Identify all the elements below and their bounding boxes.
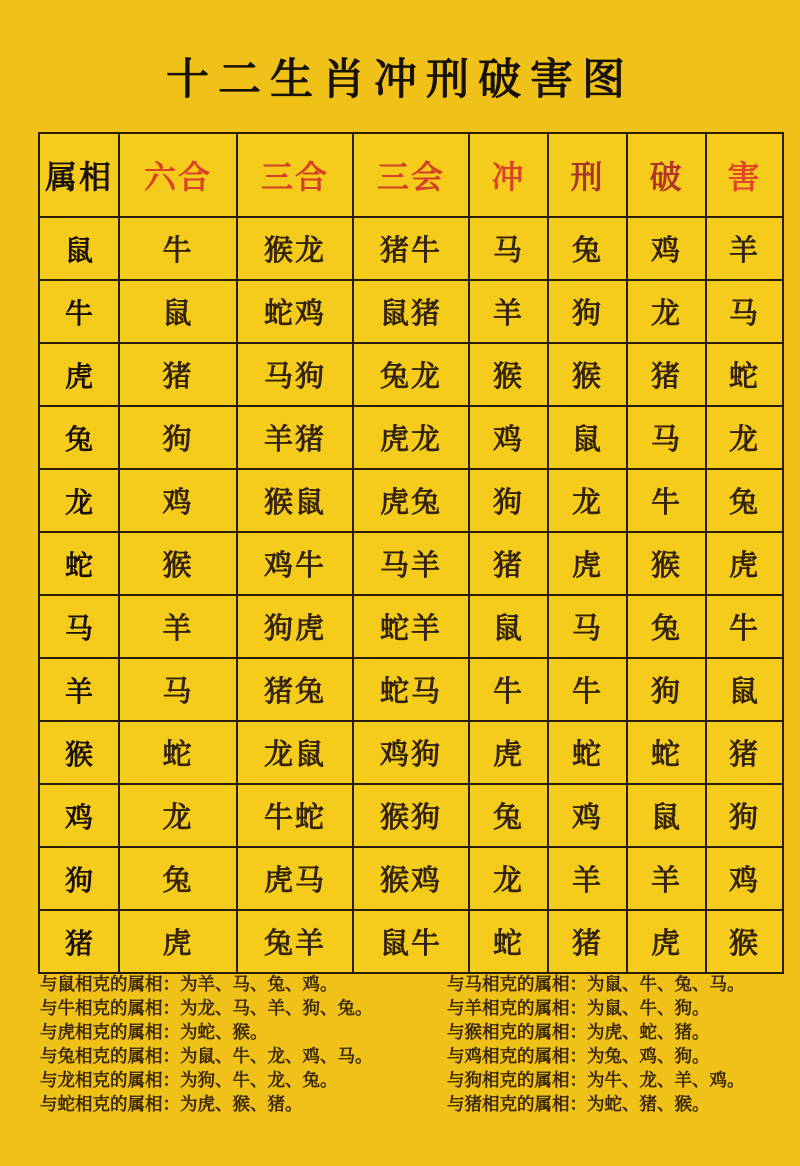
zodiac-cell: 蛇 <box>469 910 548 973</box>
zodiac-cell: 虎龙 <box>353 406 469 469</box>
header-cell-2: 三合 <box>237 133 353 217</box>
zodiac-cell: 羊猪 <box>237 406 353 469</box>
zodiac-cell: 鸡 <box>706 847 783 910</box>
header-cell-0: 属相 <box>39 133 119 217</box>
zodiac-table-body <box>39 217 783 973</box>
note-line: 与马相克的属相：为鼠、牛、兔、马。 <box>447 974 745 994</box>
zodiac-cell: 牛蛇 <box>237 784 353 847</box>
zodiac-sign-cell: 蛇 <box>39 532 119 595</box>
zodiac-row-羊 <box>39 658 783 721</box>
zodiac-cell: 兔羊 <box>237 910 353 973</box>
zodiac-cell: 马 <box>627 406 706 469</box>
zodiac-sign-cell: 鸡 <box>39 784 119 847</box>
zodiac-sign-cell: 龙 <box>39 469 119 532</box>
zodiac-table <box>38 132 784 974</box>
zodiac-row-猴 <box>39 721 783 784</box>
zodiac-cell: 虎兔 <box>353 469 469 532</box>
zodiac-cell: 猴 <box>119 532 237 595</box>
zodiac-sign-cell: 羊 <box>39 658 119 721</box>
zodiac-cell: 猪牛 <box>353 217 469 280</box>
zodiac-cell: 马狗 <box>237 343 353 406</box>
note-line: 与蛇相克的属相：为虎、猴、猪。 <box>40 1094 303 1114</box>
notes-right <box>447 972 745 1116</box>
zodiac-cell: 鼠猪 <box>353 280 469 343</box>
zodiac-cell: 龙 <box>548 469 627 532</box>
zodiac-cell: 鼠 <box>627 784 706 847</box>
zodiac-cell: 马羊 <box>353 532 469 595</box>
zodiac-cell: 狗 <box>548 280 627 343</box>
header-cell-4: 冲 <box>469 133 548 217</box>
zodiac-cell: 马 <box>469 217 548 280</box>
zodiac-sign-cell: 狗 <box>39 847 119 910</box>
note-line: 与鼠相克的属相：为羊、马、兔、鸡。 <box>40 974 338 994</box>
zodiac-cell: 虎 <box>548 532 627 595</box>
zodiac-cell: 鸡 <box>627 217 706 280</box>
note-line: 与龙相克的属相：为狗、牛、龙、兔。 <box>40 1070 338 1090</box>
zodiac-cell: 狗 <box>706 784 783 847</box>
zodiac-cell: 鸡狗 <box>353 721 469 784</box>
zodiac-cell: 兔 <box>119 847 237 910</box>
note-line: 与狗相克的属相：为牛、龙、羊、鸡。 <box>447 1070 745 1090</box>
zodiac-cell: 牛 <box>548 658 627 721</box>
zodiac-cell: 鸡 <box>548 784 627 847</box>
zodiac-cell: 狗 <box>627 658 706 721</box>
header-row <box>39 133 783 217</box>
zodiac-row-猪 <box>39 910 783 973</box>
zodiac-cell: 狗虎 <box>237 595 353 658</box>
zodiac-cell: 猴狗 <box>353 784 469 847</box>
header-cell-5: 刑 <box>548 133 627 217</box>
zodiac-cell: 蛇 <box>548 721 627 784</box>
zodiac-row-狗 <box>39 847 783 910</box>
zodiac-row-龙 <box>39 469 783 532</box>
zodiac-cell: 马 <box>548 595 627 658</box>
zodiac-cell: 猴 <box>548 343 627 406</box>
zodiac-cell: 猪 <box>627 343 706 406</box>
zodiac-cell: 马 <box>706 280 783 343</box>
zodiac-cell: 蛇 <box>119 721 237 784</box>
zodiac-cell: 猪 <box>469 532 548 595</box>
note-line: 与兔相克的属相：为鼠、牛、龙、鸡、马。 <box>40 1046 373 1066</box>
zodiac-row-兔 <box>39 406 783 469</box>
zodiac-row-牛 <box>39 280 783 343</box>
zodiac-cell: 龙 <box>119 784 237 847</box>
zodiac-sign-cell: 兔 <box>39 406 119 469</box>
header-cell-6: 破 <box>627 133 706 217</box>
zodiac-cell: 狗 <box>469 469 548 532</box>
zodiac-cell: 鼠牛 <box>353 910 469 973</box>
zodiac-cell: 鼠 <box>706 658 783 721</box>
zodiac-row-马 <box>39 595 783 658</box>
zodiac-cell: 马 <box>119 658 237 721</box>
zodiac-cell: 猴 <box>706 910 783 973</box>
zodiac-cell: 鼠 <box>548 406 627 469</box>
zodiac-cell: 虎马 <box>237 847 353 910</box>
zodiac-cell: 羊 <box>706 217 783 280</box>
zodiac-cell: 鼠 <box>469 595 548 658</box>
zodiac-cell: 兔 <box>469 784 548 847</box>
zodiac-cell: 猴鼠 <box>237 469 353 532</box>
zodiac-cell: 蛇马 <box>353 658 469 721</box>
zodiac-cell: 牛 <box>706 595 783 658</box>
zodiac-cell: 牛 <box>119 217 237 280</box>
zodiac-cell: 狗 <box>119 406 237 469</box>
zodiac-cell: 猪 <box>548 910 627 973</box>
zodiac-row-蛇 <box>39 532 783 595</box>
zodiac-cell: 蛇 <box>627 721 706 784</box>
zodiac-cell: 兔 <box>627 595 706 658</box>
zodiac-cell: 鸡 <box>469 406 548 469</box>
header-cell-3: 三会 <box>353 133 469 217</box>
zodiac-cell: 兔龙 <box>353 343 469 406</box>
zodiac-cell: 龙鼠 <box>237 721 353 784</box>
zodiac-cell: 猴鸡 <box>353 847 469 910</box>
zodiac-cell: 龙 <box>469 847 548 910</box>
zodiac-cell: 兔 <box>706 469 783 532</box>
zodiac-row-虎 <box>39 343 783 406</box>
page-title: 十二生肖冲刑破害图 <box>166 56 634 104</box>
zodiac-cell: 鸡牛 <box>237 532 353 595</box>
zodiac-cell: 兔 <box>548 217 627 280</box>
zodiac-cell: 虎 <box>119 910 237 973</box>
note-line: 与猴相克的属相：为虎、蛇、猪。 <box>447 1022 710 1042</box>
zodiac-cell: 羊 <box>548 847 627 910</box>
zodiac-sign-cell: 鼠 <box>39 217 119 280</box>
zodiac-cell: 鼠 <box>119 280 237 343</box>
zodiac-cell: 龙 <box>627 280 706 343</box>
note-line: 与虎相克的属相：为蛇、猴。 <box>40 1022 268 1042</box>
zodiac-cell: 羊 <box>119 595 237 658</box>
zodiac-cell: 虎 <box>469 721 548 784</box>
zodiac-cell: 猴龙 <box>237 217 353 280</box>
zodiac-cell: 虎 <box>706 532 783 595</box>
zodiac-cell: 蛇鸡 <box>237 280 353 343</box>
zodiac-sign-cell: 虎 <box>39 343 119 406</box>
zodiac-sign-cell: 牛 <box>39 280 119 343</box>
zodiac-cell: 猪 <box>706 721 783 784</box>
zodiac-cell: 猪兔 <box>237 658 353 721</box>
zodiac-cell: 牛 <box>469 658 548 721</box>
zodiac-cell: 蛇羊 <box>353 595 469 658</box>
note-line: 与羊相克的属相：为鼠、牛、狗。 <box>447 998 710 1018</box>
zodiac-cell: 羊 <box>627 847 706 910</box>
zodiac-cell: 鸡 <box>119 469 237 532</box>
note-line: 与牛相克的属相：为龙、马、羊、狗、兔。 <box>40 998 373 1018</box>
zodiac-cell: 蛇 <box>706 343 783 406</box>
zodiac-cell: 猴 <box>627 532 706 595</box>
zodiac-cell: 龙 <box>706 406 783 469</box>
zodiac-sign-cell: 猪 <box>39 910 119 973</box>
notes-left <box>40 972 373 1116</box>
header-cell-7: 害 <box>706 133 783 217</box>
zodiac-sign-cell: 猴 <box>39 721 119 784</box>
header-cell-1: 六合 <box>119 133 237 217</box>
note-line: 与鸡相克的属相：为兔、鸡、狗。 <box>447 1046 710 1066</box>
zodiac-cell: 虎 <box>627 910 706 973</box>
zodiac-cell: 猴 <box>469 343 548 406</box>
zodiac-cell: 牛 <box>627 469 706 532</box>
note-line: 与猪相克的属相：为蛇、猪、猴。 <box>447 1094 710 1114</box>
zodiac-cell: 猪 <box>119 343 237 406</box>
zodiac-row-鸡 <box>39 784 783 847</box>
zodiac-cell: 羊 <box>469 280 548 343</box>
zodiac-row-鼠 <box>39 217 783 280</box>
zodiac-sign-cell: 马 <box>39 595 119 658</box>
